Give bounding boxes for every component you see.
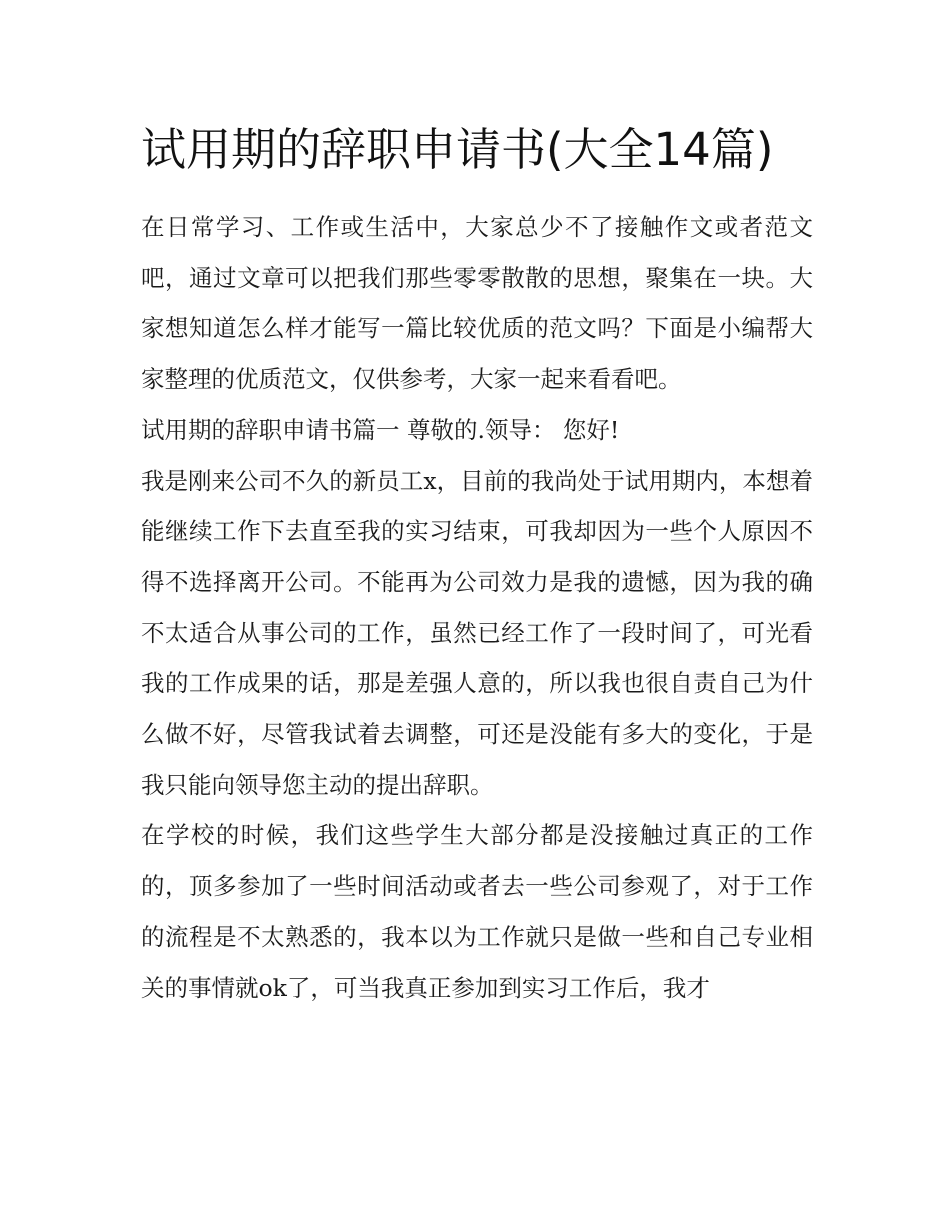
document-body <box>141 110 813 1013</box>
intro-paragraph: 在日常学习、工作或生活中，大家总少不了接触作文或者范文吧，通过文章可以把我们那些零零散散的思想，聚集在一块。大家想知道怎么样才能写一篇比较优质的范文吗？下面是小编帮大家整理的优质范文，仅供参考，大家一起来看看吧。 <box>141 213 813 394</box>
section-heading-paragraph: 试用期的辞职申请书篇一 尊敬的.领导： 您好! <box>141 415 620 444</box>
body-paragraph: 我是刚来公司不久的新员工x，目前的我尚处于试用期内，本想着能继续工作下去直至我的实习结束，可我却因为一些个人原因不得不选择离开公司。不能再为公司效力是我的遗憾，因为我的确不太适合从事公司的工作，虽然已经工作了一段时间了，可光看我的工作成果的话，那是差强人意的，所以我也很自责自己为什么做不好，尽管我试着去调整，可还是没能有多大的变化，于是我只能向领导您主动的提出辞职。 <box>141 466 813 799</box>
body-paragraph: 在学校的时候，我们这些学生大部分都是没接触过真正的工作的，顶多参加了一些时间活动或者去一些公司参观了，对于工作的流程是不太熟悉的，我本以为工作就只是做一些和自己专业相关的事情就ok了，可当我真正参加到实习工作后，我才 <box>141 821 813 1002</box>
document-title: 试用期的辞职申请书(大全14篇) <box>141 123 774 176</box>
